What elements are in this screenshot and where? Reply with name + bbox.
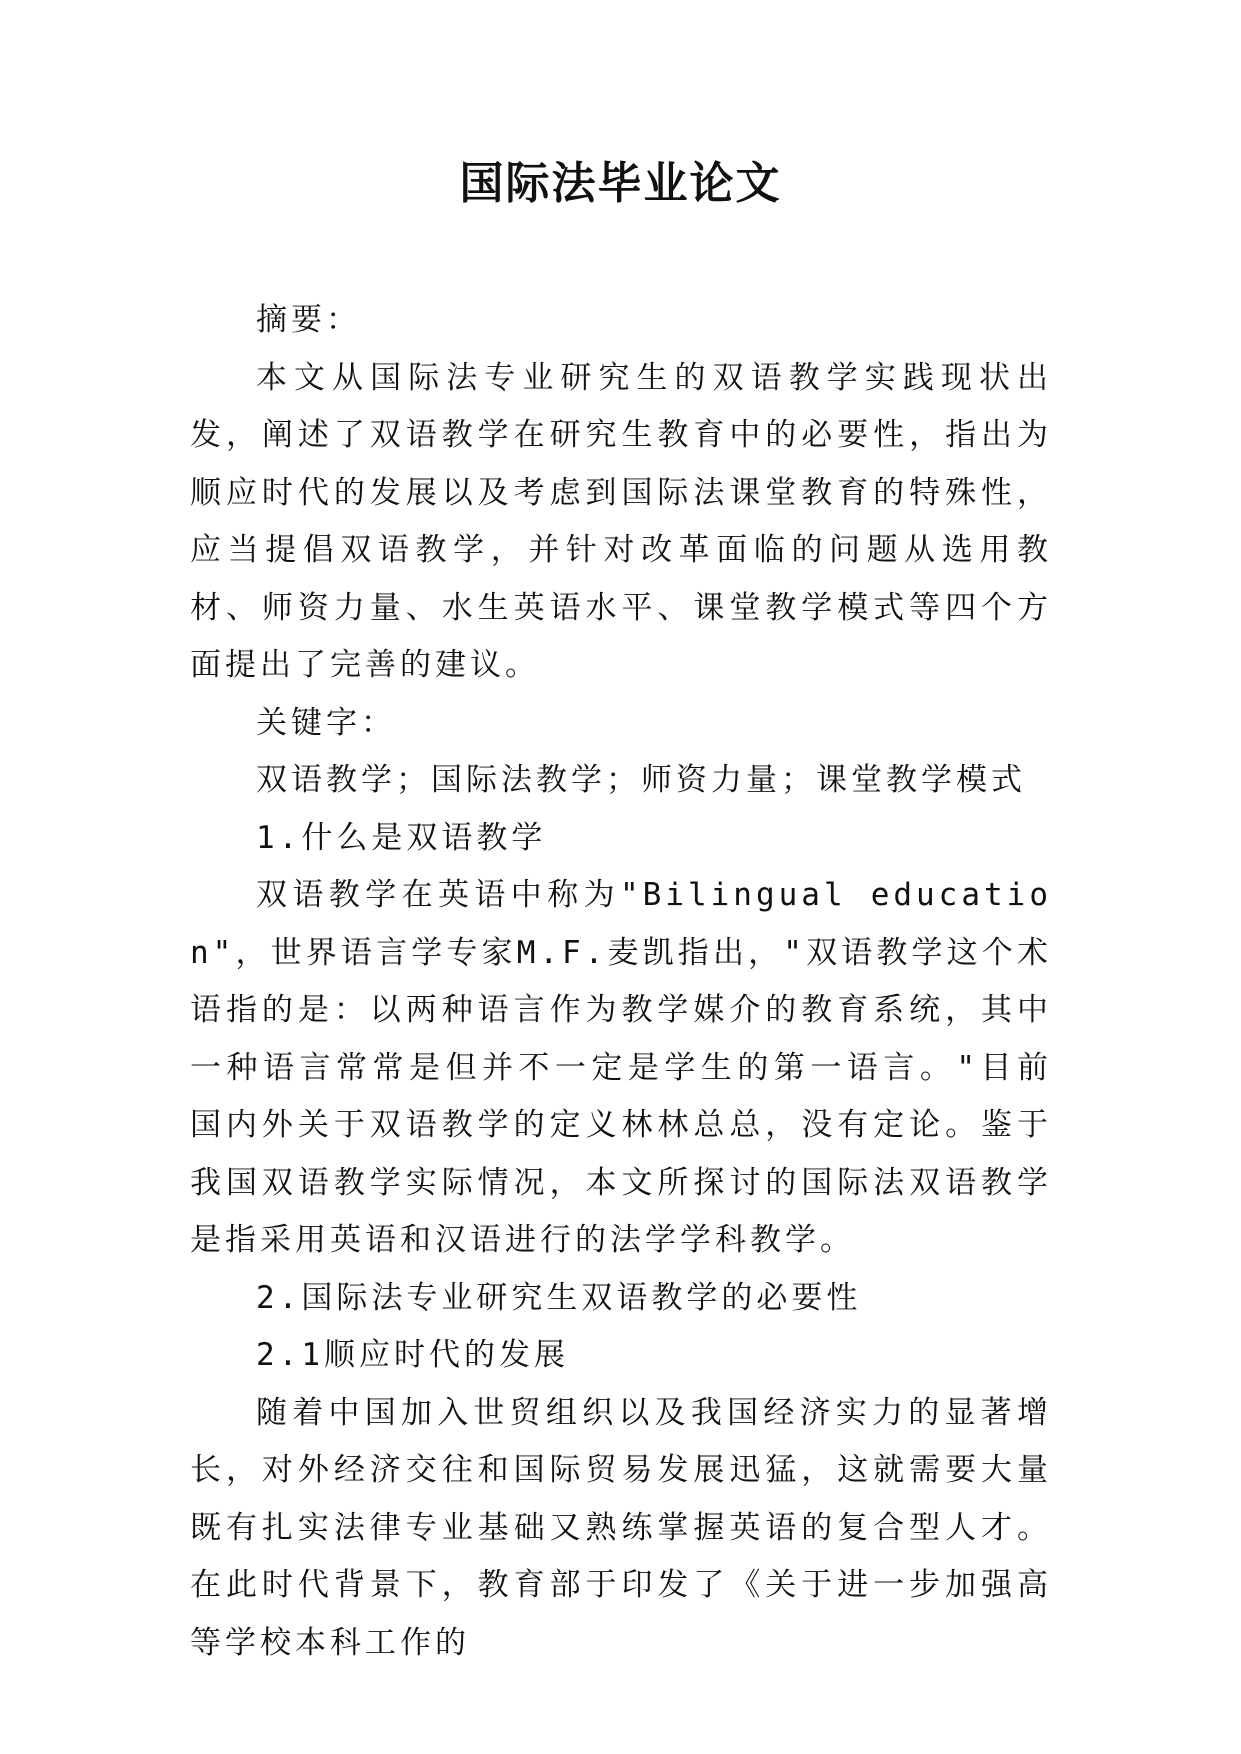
document-title: 国际法毕业论文 [459,158,782,209]
abstract-text: 本文从国际法专业研究生的双语教学实践现状出发，阐述了双语教学在研究生教育中的必要性，指出为顺应时代的发展以及考虑到国际法课堂教育的特殊性，应当提倡双语教学，并针对改革面临的问题从选用教材、师资力量、水生英语水平、课堂教学模式等四个方面提出了完善的建议。 [190,359,1052,683]
section-2-1-paragraph: 随着中国加入世贸组织以及我国经济实力的显著增长，对外经济交往和国际贸易发展迅猛，这就需要大量既有扎实法律专业基础又熟练掌握英语的复合型人才。在此时代背景下，教育部于印发了《关于进一步加强高等学校本科工作的 [190,1394,1052,1661]
abstract-heading: 摘要： [256,302,361,338]
section-2-1-heading: 2.1顺应时代的发展 [256,1337,569,1373]
section-1-heading: 1.什么是双语教学 [256,819,547,856]
document-body [190,292,1052,1672]
section-1-paragraph: 双语教学在英语中称为"Bilingual education"，世界语言学专家M.F.麦凯指出，"双语教学这个术语指的是：以两种语言作为教学媒介的教育系统，其中一种语言常常是但并不一定是学生的第一语言。"目前国内外关于双语教学的定义林林总总，没有定论。鉴于我国双语教学实际情况，本文所探讨的国际法双语教学是指采用英语和汉语进行的法学学科教学。 [190,877,1052,1258]
keywords-heading: 关键字： [256,704,396,741]
section-2-heading: 2.国际法专业研究生双语教学的必要性 [256,1279,862,1316]
keywords-text: 双语教学；国际法教学；师资力量；课堂教学模式 [256,762,1026,798]
